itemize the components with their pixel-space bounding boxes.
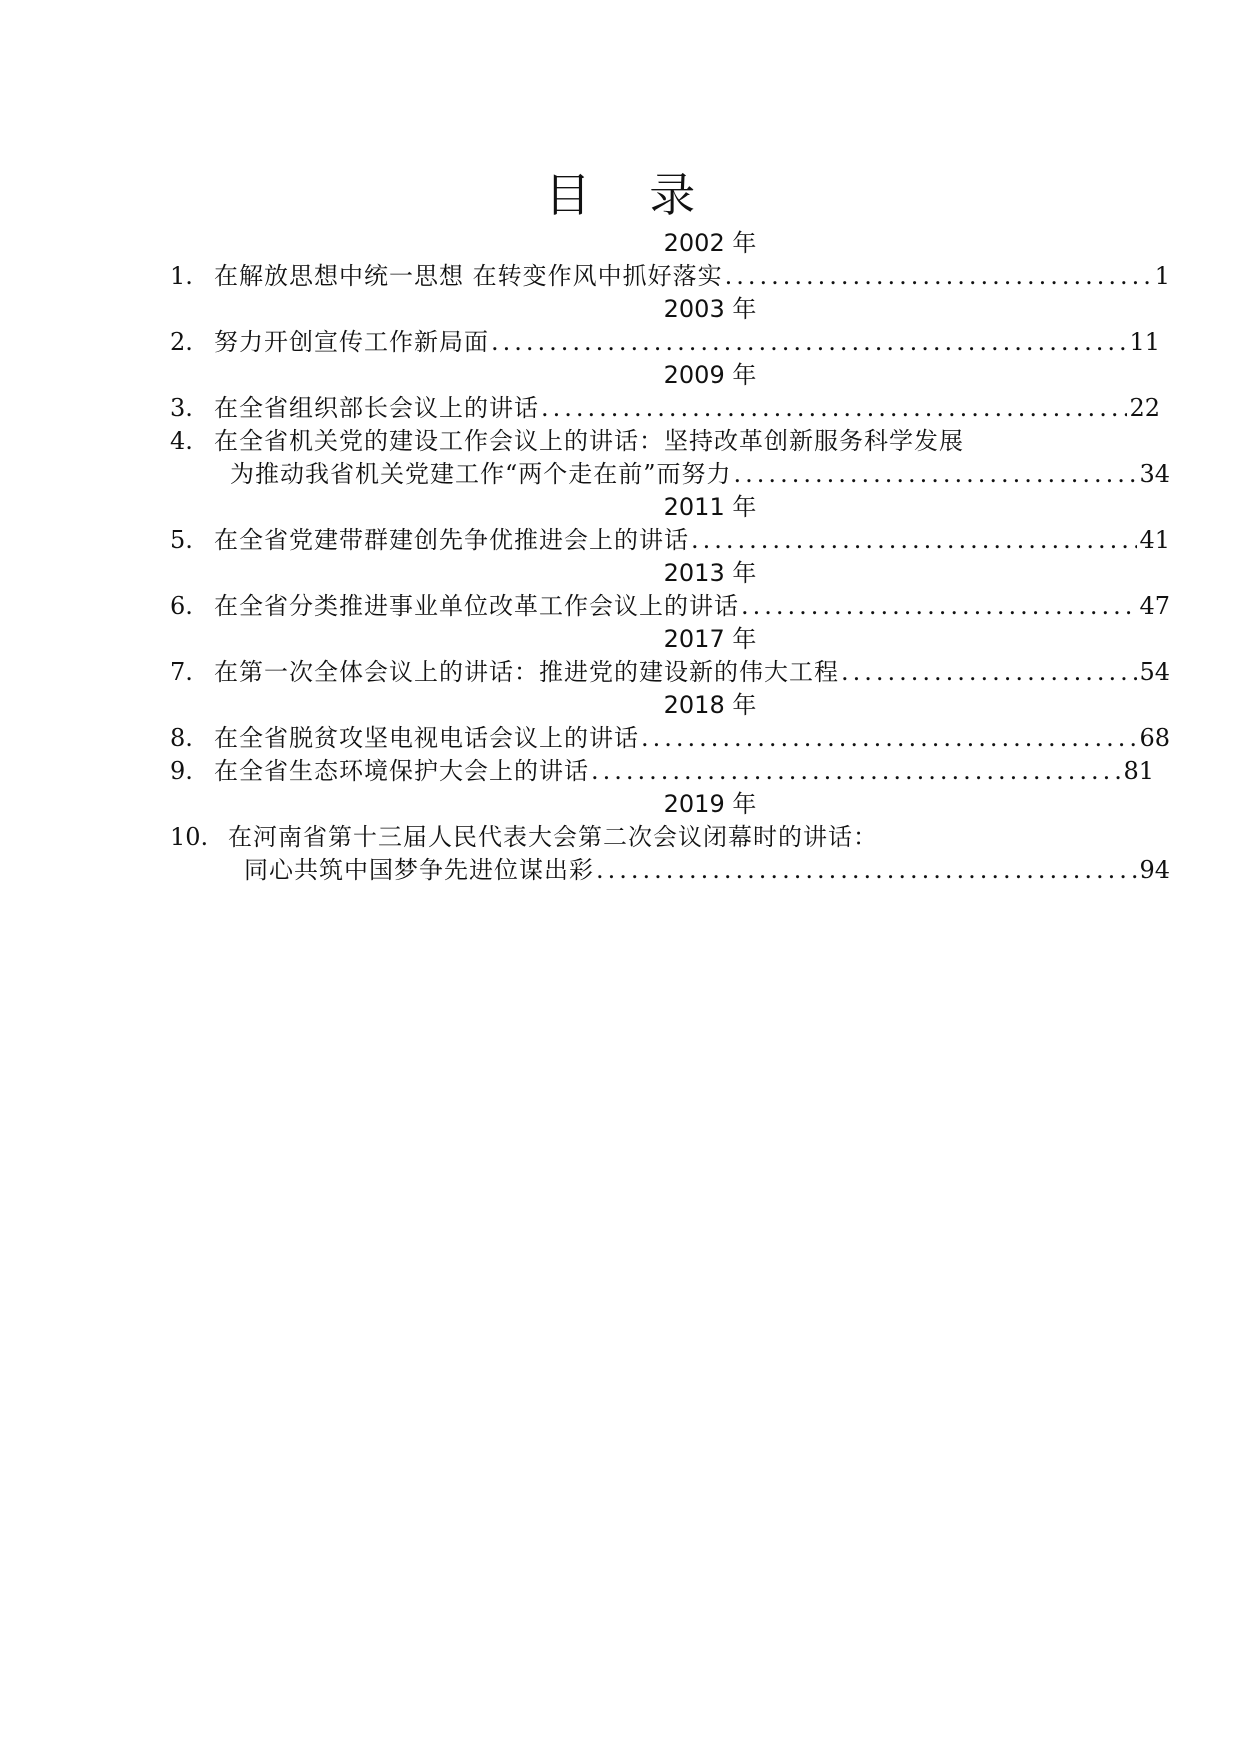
dot-leader bbox=[596, 854, 1137, 887]
entry-title: 努力开创宣传工作新局面 bbox=[214, 328, 489, 356]
entry-number: 9. bbox=[170, 757, 193, 785]
dot-leader bbox=[691, 524, 1137, 557]
year-heading: 2002 年 bbox=[663, 229, 757, 257]
entry-number: 5. bbox=[170, 526, 193, 554]
page-title: 目 录 bbox=[544, 168, 718, 222]
year-heading: 2009 年 bbox=[663, 361, 757, 389]
toc-entry-continuation[interactable] bbox=[170, 458, 1170, 491]
entry-page-number: 1 bbox=[1154, 262, 1170, 290]
toc-entry[interactable] bbox=[170, 392, 1160, 425]
entry-page-number: 47 bbox=[1139, 592, 1170, 620]
entry-title: 在全省机关党的建设工作会议上的讲话：坚持改革创新服务科学发展 bbox=[214, 427, 964, 455]
entry-number: 10. bbox=[170, 823, 209, 851]
entry-title: 在第一次全体会议上的讲话：推进党的建设新的伟大工程 bbox=[214, 658, 839, 686]
toc-entry[interactable] bbox=[170, 590, 1170, 623]
entry-title: 在全省分类推进事业单位改革工作会议上的讲话 bbox=[214, 592, 739, 620]
dot-leader bbox=[641, 722, 1137, 755]
toc-entry[interactable] bbox=[170, 260, 1170, 293]
entry-page-number: 54 bbox=[1139, 658, 1170, 686]
dot-leader bbox=[734, 458, 1138, 491]
entry-number: 4. bbox=[170, 427, 193, 455]
entry-page-number: 81 bbox=[1123, 757, 1154, 785]
entry-page-number: 68 bbox=[1139, 724, 1170, 752]
entry-title: 在全省脱贫攻坚电视电话会议上的讲话 bbox=[214, 724, 639, 752]
entry-page-number: 94 bbox=[1139, 856, 1170, 884]
entry-number: 1. bbox=[170, 262, 193, 290]
toc-entry[interactable] bbox=[170, 326, 1160, 359]
entry-title-continuation: 为推动我省机关党建工作“两个走在前”而努力 bbox=[230, 460, 732, 488]
toc-entry[interactable] bbox=[170, 755, 1154, 788]
entry-title: 在全省生态环境保护大会上的讲话 bbox=[214, 757, 589, 785]
entry-title: 在全省组织部长会议上的讲话 bbox=[214, 394, 539, 422]
dot-leader bbox=[841, 656, 1137, 689]
year-heading: 2011 年 bbox=[663, 493, 757, 521]
year-heading: 2018 年 bbox=[663, 691, 757, 719]
entry-page-number: 41 bbox=[1139, 526, 1170, 554]
dot-leader bbox=[725, 260, 1153, 293]
year-heading: 2013 年 bbox=[663, 559, 757, 587]
toc-entry[interactable] bbox=[170, 656, 1170, 689]
dot-leader bbox=[591, 755, 1121, 788]
dot-leader bbox=[541, 392, 1127, 425]
toc-entry-first-line[interactable] bbox=[170, 821, 1170, 854]
entry-number: 2. bbox=[170, 328, 193, 356]
entry-number: 8. bbox=[170, 724, 193, 752]
entry-number: 6. bbox=[170, 592, 193, 620]
toc-entry-first-line[interactable] bbox=[170, 425, 1170, 458]
entry-page-number: 34 bbox=[1139, 460, 1170, 488]
entry-number: 7. bbox=[170, 658, 193, 686]
toc-entry[interactable] bbox=[170, 722, 1170, 755]
entry-page-number: 11 bbox=[1129, 328, 1160, 356]
dot-leader bbox=[741, 590, 1137, 623]
year-heading: 2003 年 bbox=[663, 295, 757, 323]
entry-number: 3. bbox=[170, 394, 193, 422]
table-of-contents bbox=[170, 227, 1170, 887]
toc-entry-continuation[interactable] bbox=[170, 854, 1170, 887]
entry-page-number: 22 bbox=[1129, 394, 1160, 422]
year-heading: 2019 年 bbox=[663, 790, 757, 818]
entry-title-continuation: 同心共筑中国梦争先进位谋出彩 bbox=[244, 856, 594, 884]
entry-title: 在河南省第十三届人民代表大会第二次会议闭幕时的讲话： bbox=[228, 823, 878, 851]
toc-entry[interactable] bbox=[170, 524, 1170, 557]
entry-title: 在解放思想中统一思想 在转变作风中抓好落实 bbox=[214, 262, 723, 290]
entry-title: 在全省党建带群建创先争优推进会上的讲话 bbox=[214, 526, 689, 554]
dot-leader bbox=[491, 326, 1127, 359]
year-heading: 2017 年 bbox=[663, 625, 757, 653]
